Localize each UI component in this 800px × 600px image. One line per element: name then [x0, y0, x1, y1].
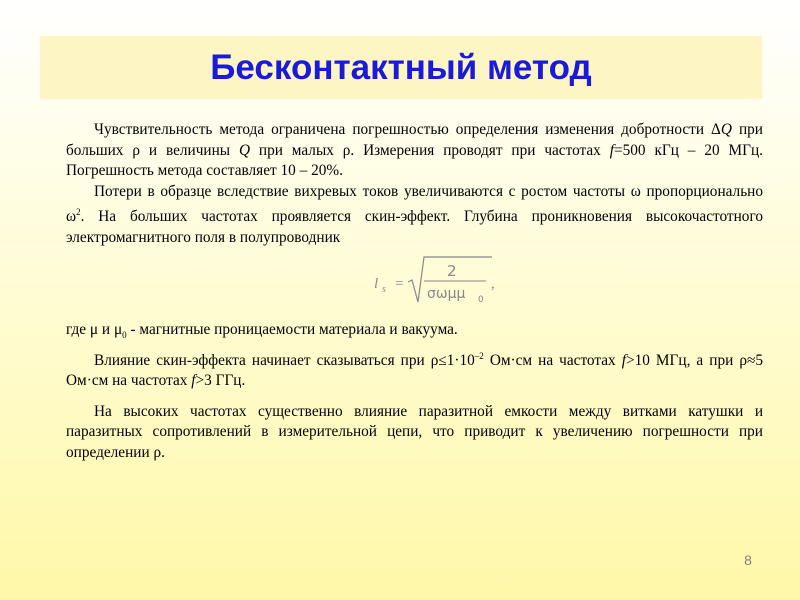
formula-denominator-sub: 0	[478, 295, 484, 306]
formula-lhs-sub: s	[382, 284, 386, 296]
formula-lhs: l	[374, 276, 379, 293]
paragraph-eddy-losses: Потери в образце вследствие вихревых токов увеличиваются с ростом частоты ω пропорционально $\omega^2$. На больших частотах проявляется скин-эффект. Глубина проникновения высокочастотного электромагнитного поля в полупроводник	[66, 182, 763, 246]
paragraph-sensitivity: Чувствительность метода ограничена погрешностью определения изменения добротности ΔQ при больших ρ и величины Q при малых ρ. Измерения проводят при частотах f=500 кГц – 20 МГц. Погрешность метода составляет 10 – 20%.	[66, 121, 763, 179]
skin-depth-formula	[66, 252, 763, 314]
slide-title: Бесконтактный метод	[210, 47, 592, 87]
page-number: 8	[744, 552, 752, 568]
paragraph-permeability: где μ и $\mu_0$ - магнитные проницаемости материала и вакуума.	[66, 321, 458, 341]
formula-numerator: 2	[447, 262, 457, 281]
paragraph-skin-effect: Влияние скин-эффекта начинает сказываться при $\rho\le 1\cdot 10^{-2}$ Ом·см на частотах f>10 МГц, а при ρ≈5 Ом·см на частотах f>3 ГГц.	[66, 350, 763, 390]
paragraph-parasitic: На высоких частотах существенно влияние паразитной емкости между витками катушки и паразитных сопротивлений в измерительной цепи, что приводит к увеличению погрешности при определении ρ.	[66, 402, 763, 461]
slide-content	[66, 120, 763, 463]
formula-comma: ,	[491, 276, 495, 293]
formula-graphic	[374, 252, 564, 314]
formula-equals: =	[395, 276, 404, 293]
formula-denominator: σωμμ	[427, 286, 466, 303]
